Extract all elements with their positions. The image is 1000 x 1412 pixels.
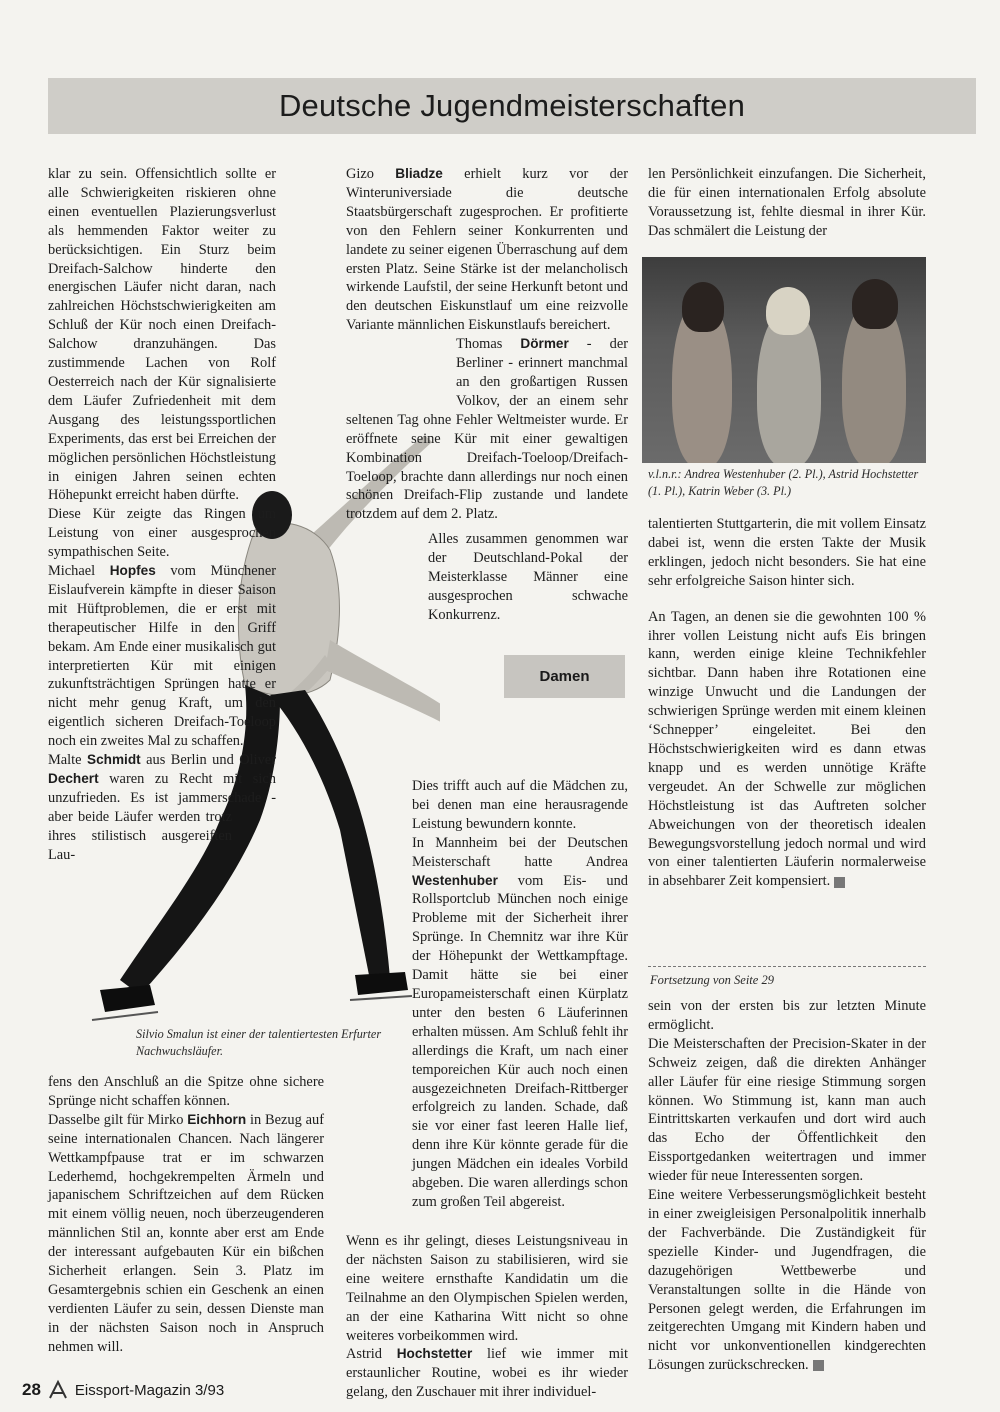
page-footer xyxy=(22,1379,224,1401)
col3-para-tagen: An Tagen, an denen sie die gewohnten 100 % ihrer vollen Leistung nicht aufs Eis bringen kann, werden einige kleine Technikfehler sichtbar. Dann haben ihre Rotationen eine winzige Unwucht und die Landungen der schwierigen Sprünge werden mit einem kleinen ‘Schnepper’ eingeleitet. Bei den Höchstschwierigkeiten wird es dann etwas knapp und es werden unnötige Kräfte vergeudet. An der Schwelle zur möglichen Höchstleistung ist das Auftreten solcher Abweichungen von der theoretisch idealen Bewegungsvorstellung jedoch normal und wird von einer talentierten Läuferin normalerweise in absehbarer Zeit kompensiert. xyxy=(648,608,926,890)
podium-photo xyxy=(642,257,926,463)
col2-para-astrid: Astrid Hochstetter lief wie immer mit erstaunlicher Routine, wobei es ihr wieder gelang, den Zuschauer mit ihrer individuel- xyxy=(346,1346,628,1401)
column-1-bottom xyxy=(48,1073,324,1357)
damen-heading: Damen xyxy=(504,655,625,698)
col2-para-pokal: Alles zusammen genommen war der Deutschland-Pokal der Meisterklasse Männer eine ausgesprochen schwache Konkurrenz. xyxy=(428,531,628,623)
magazine-name: Eissport-Magazin 3/93 xyxy=(74,1381,225,1399)
col3-para-top: len Persönlichkeit einzufangen. Die Sicherheit, die für einen internationalen Erfolg absolute Voraussetzung ist, fehlte diesmal in ihrer Kür. Das schmälert die Leistung der xyxy=(648,166,926,239)
column-2-bottom xyxy=(346,1232,628,1402)
col1-para-1: klar zu sein. Offensichtlich sollte er alle Schwierigkeiten riskieren ohne einen eventuellen Plazierungsverlust als hemmenden Faktor weiter zu berücksichtigen. Ein Sturz beim Dreifach-Salchow hinderte den energischen Läufer nicht daran, nach zahlreichen Höchstschwierigkeiten am Schluß der Kür noch einen Dreifach-Salchow dranzuhängen. Das zustimmende Lachen von Rolf Oesterreich nach der Kür signalisierte dem Läufer Zufriedenheit mit dem Ausgang des leistungssportlichen Experiments, das erst bei Erreichen der möglichen persönlichen Höchstleistung in einigen Jahren seinen echten Höhepunkt erreicht haben dürfte. xyxy=(48,166,276,504)
col3-para-fort-2: Die Meisterschaften der Precision-Skater in der Schweiz zeigen, daß die direkten Anhänger aller Läufer für eine riesige Stimmung sorgen können. Wo Stimmung ist, kann man auch Eintrittskarten verkaufen und dort wird auch das Echo der Öffentlichkeit den Eissportgedanken weitertragen und immer wieder für neue Interessenten sorgen. xyxy=(648,1035,926,1185)
magazine-logo-icon xyxy=(47,1379,69,1401)
col2-para-wenn: Wenn es ihr gelingt, dieses Leistungsniveau in der nächsten Saison zu stabilisieren, wird sie eine weitere ernsthafte Kandidatin um die Teilnahme an den Olympischen Spielen werden, an der eine Katharina Witt nicht so ohne weiteres vorbeikommen wird. xyxy=(346,1233,628,1344)
col2-para-dies: Dies trifft auch auf die Mädchen zu, bei denen man eine herausragende Leistung bewundern konnte. xyxy=(412,778,628,832)
column-2-pokal xyxy=(428,530,628,625)
divider xyxy=(648,966,926,967)
col1-para-bottom: fens den Anschluß an die Spitze ohne sichere Sprünge nicht schaffen können. xyxy=(48,1074,324,1109)
col2-para-gizo: Gizo Bliadze erhielt kurz vor der Winteruniversiade die deutsche Staatsbürgerschaft zugesprochen. Er profitierte von den Fehlern seiner Konkurrenten und landete zu seiner eigenen Überraschung auf dem ersten Platz. Seine Stärke ist der melancholisch wirkende Laufstil, der seine Herkunft betont und den deutschen Eiskunstlauf um eine reizvolle Variante männlichen Eiskunstlaufs bereichert. xyxy=(346,166,628,334)
col1-para-schmidt: Malte Schmidt aus Berlin und Oliver Dechert waren zu Recht mit sich unzufrieden. Es ist jammerschade - aber beide Läufer werden trotz ihres stilistisch ausgereiften Lau- xyxy=(48,752,276,863)
skater-caption: Silvio Smalun ist einer der talentiertesten Erfurter Nachwuchsläufer. xyxy=(136,1027,382,1058)
column-3-middle xyxy=(648,515,926,891)
col1-para-2: Diese Kür zeigte das Ringen um Leistung von einer ausgesprochen sympathischen Seite. xyxy=(48,506,276,561)
col1-para-hopfes: Michael Hopfes vom Münchener Eislaufverein kämpfte in dieser Saison mit Hüftproblemen, die er erst mit therapeutischer Hilfe in den Griff bekam. Am Ende einer musikalisch gut interpretierten Kür mit einigen zukunftsträchtigen Sprüngen hatte er nicht mehr genug Kraft, um den eigentlich sicheren Dreifach-Toeloop noch ein zweites Mal zu schaffen. xyxy=(48,563,276,750)
column-2 xyxy=(346,165,628,524)
section-header: Deutsche Jugendmeisterschaften xyxy=(48,78,976,134)
column-3-top xyxy=(648,165,926,241)
col3-para-after-photo: talentierten Stuttgarterin, die mit vollem Einsatz dabei ist, wenn die ersten Takte der Musik erklingen, jedoch nicht besonders. Sie hat eine sehr erfolgreiche Saison hinter sich. xyxy=(648,516,926,589)
col2-para-thomas: Thomas Dörmer - der Berliner - erinnert manchmal an den großartigen Russen Volkov, der an einem sehr seltenen Tag ohne Fehler Weltmeister wurde. Er eröffnete seine Kür mit einer gewaltigen Kombination Dreifach-Toeloop/Dreifach-Toeloop, brachte dann allerdings nur noch einen schönen Dreifach-Flip zustande und landete trotzdem auf dem 2. Platz. xyxy=(346,336,628,523)
column-3-continuation xyxy=(648,997,926,1375)
column-2-middle xyxy=(412,777,628,1212)
col3-para-fort-3: Eine weitere Verbesserungsmöglichkeit besteht in einer zweigleisigen Personalpolitik innerhalb der Fachverbände. Die Zuständigkeit für spezielle Kinder- und Jugendfragen, die dazugehörigen Wettbewerbe und Veranstaltungen sollte in die Hände von Personen gelegt werden, die Erfahrungen im zeitgerechten Umgang mit Kindern haben und nicht vor unkonventionellen kindgerechten Lösungen zurückschrecken. xyxy=(648,1187,926,1374)
page-number: 28 xyxy=(22,1380,41,1399)
end-mark-icon xyxy=(813,1360,824,1371)
col3-para-fort-1: sein von der ersten bis zur letzten Minute ermöglicht. xyxy=(648,998,926,1033)
podium-caption: v.l.n.r.: Andrea Westenhuber (2. Pl.), Astrid Hochstetter (1. Pl.), Katrin Weber (3. Pl.) xyxy=(648,467,919,498)
continuation-label: Fortsetzung von Seite 29 xyxy=(650,973,774,987)
col1-para-eichhorn: Dasselbe gilt für Mirko Eichhorn in Bezug auf seine internationalen Chancen. Nach längerer Wettkampfpause trat er im schwarzen Lederhemd, hochgekrempelten Ärmeln und japanischem Schriftzeichen auf dem Rücken mit einem völlig neuen, noch überzeugenderen männlichen Stil an, konnte aber erst am Ende der interessant aufgebauten Kür ein bißchen Sicherheit erlangen. Sein 3. Platz im Gesamtergebnis schien ein Geschenk an einen verdienten Läufer zu sein, dessen Dienste man in der nächsten Saison noch in Anspruch nehmen will. xyxy=(48,1111,324,1355)
end-mark-icon xyxy=(834,877,845,888)
col2-para-mannheim: In Mannheim bei der Deutschen Meisterschaft hatte Andrea Westenhuber vom Eis- und Rollsportclub München noch einige Probleme mit der Sicherheit ihrer Sprünge. In Chemnitz war ihre Kür der Höhepunkt der Wettkampftage. Damit hätte sie bei einer Europameisterschaft einen Kürplatz unter den besten 6 Läuferinnen erhalten müssen. Am Schluß fehlt ihr allerdings die Kraft, um nach einer temporeichen Kür auch noch einen ausgezeichneten Dreifach-Rittberger erfolgreich zu landen. Schade, daß sie vor einer fast leeren Halle lief, denn ihre Kür könnte gerade für die jungen Mädchen ein ideales Vorbild abgeben. Die waren allerdings schon zum großen Teil abgereist. xyxy=(412,834,628,1210)
column-1 xyxy=(48,165,324,985)
